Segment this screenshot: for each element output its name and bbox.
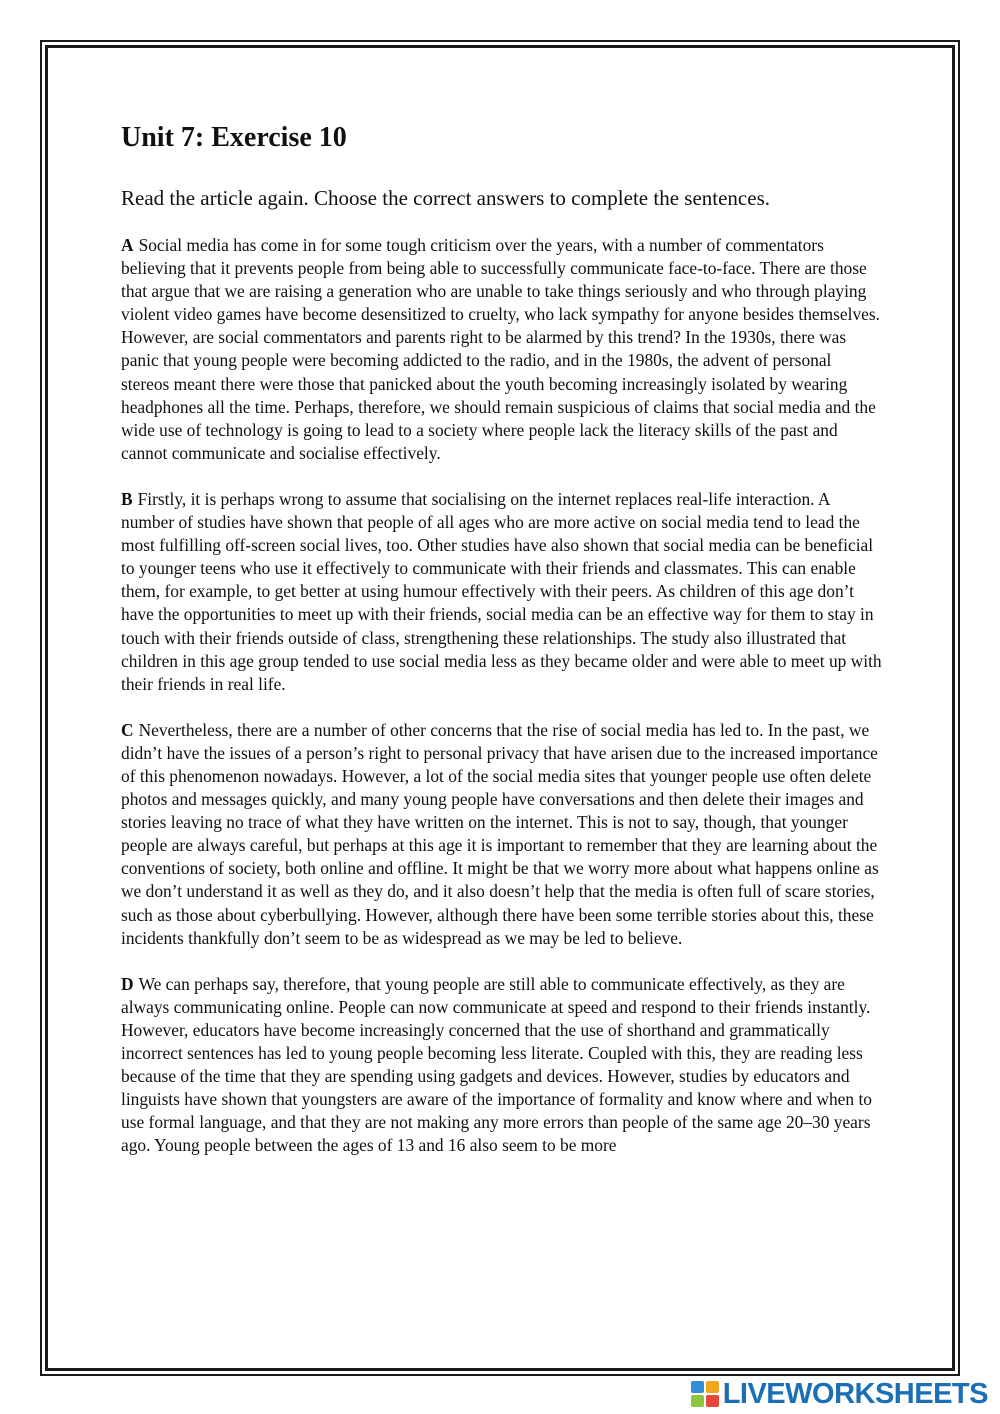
paragraph-c	[121, 719, 883, 950]
paragraph-letter: A	[121, 235, 134, 255]
paragraph-d	[121, 973, 883, 1158]
paragraph-letter: B	[121, 488, 133, 509]
logo-tile-2	[706, 1381, 719, 1393]
liveworksheets-watermark	[691, 1378, 988, 1410]
logo-tile-3	[691, 1395, 704, 1407]
paragraph-text: Social media has come in for some tough criticism over the years, with a number of commentators believing that it prevents people from being able to successfully communicate face-to-face. There are those that argue that we are raising a generation who are unable to take things seriously and who through playing violent video games have become desensitized to cruelty, who lack sympathy for anyone besides themselves. However, are social commentators and parents right to be alarmed by this trend? In the 1930s, there was panic that young people were becoming addicted to the radio, and in the 1980s, the advent of personal stereos meant there were those that panicked about the youth becoming increasingly isolated by wearing headphones all the time. Perhaps, therefore, we should remain suspicious of claims that social media and the wide use of technology is going to lead to a society where people lack the literacy skills of the past and cannot communicate and socialise effectively.	[121, 235, 881, 463]
paragraph-b	[121, 488, 883, 696]
liveworksheets-logo-icon	[691, 1381, 719, 1407]
page-title: Unit 7: Exercise 10	[121, 122, 347, 153]
logo-tile-4	[706, 1395, 719, 1407]
exercise-instruction: Read the article again. Choose the correct answers to complete the sentences.	[121, 186, 770, 210]
worksheet-content	[121, 118, 883, 1180]
watermark-text: LIVEWORKSHEETS	[722, 1377, 988, 1410]
paragraph-letter: C	[121, 719, 134, 740]
paragraph-text: Firstly, it is perhaps wrong to assume that socialising on the internet replaces real-life interaction. A number of studies have shown that people of all ages who are more active on social media tend to lead the most fulfilling off-screen social lives, too. Other studies have also shown that social media can be beneficial to younger teens who use it effectively to communicate with their friends and classmates. This can enable them, for example, to get better at using humour effectively with their peers. As children of this age don’t have the opportunities to meet up with their friends, social media can be an effective way for them to stay in touch with their friends outside of class, strengthening these relationships. The study also illustrated that children in this age group tended to use social media less as they became older and were able to meet up with their friends in real life.	[121, 488, 882, 694]
logo-tile-1	[691, 1381, 704, 1393]
paragraph-a	[121, 234, 883, 465]
paragraph-text: Nevertheless, there are a number of other concerns that the rise of social media has led to. In the past, we didn’t have the issues of a person’s right to personal privacy that have arisen due to the increased importance of this phenomenon nowadays. However, a lot of the social media sites that younger people use often delete photos and messages quickly, and many young people have conversations and then delete their images and stories leaving no trace of what they have written on the internet. This is not to say, though, that younger people are always careful, but perhaps at this age it is important to remember that they are learning about the conventions of society, both online and offline. It might be that we worry more about what happens online as we don’t understand it as well as they do, and it also doesn’t help that the media is often full of scare stories, such as those about cyberbullying. However, although there have been some terrible stories about this, these incidents thankfully don’t seem to be as widespread as we may be led to believe.	[121, 719, 879, 948]
paragraph-letter: D	[121, 973, 134, 994]
article	[121, 234, 883, 1157]
paragraph-text: We can perhaps say, therefore, that young people are still able to communicate effectively, as they are always communicating online. People can now communicate at speed and respond to their friends instantly. However, educators have become increasingly concerned that the use of shorthand and grammatically incorrect sentences has led to young people becoming less literate. Coupled with this, they are reading less because of the time that they are spending using gadgets and devices. However, studies by educators and linguists have shown that youngsters are aware of the importance of formality and know where and when to use formal language, and that they are not making any more errors than people of the same age 20–30 years ago. Young people between the ages of 13 and 16 also seem to be more	[121, 973, 872, 1156]
